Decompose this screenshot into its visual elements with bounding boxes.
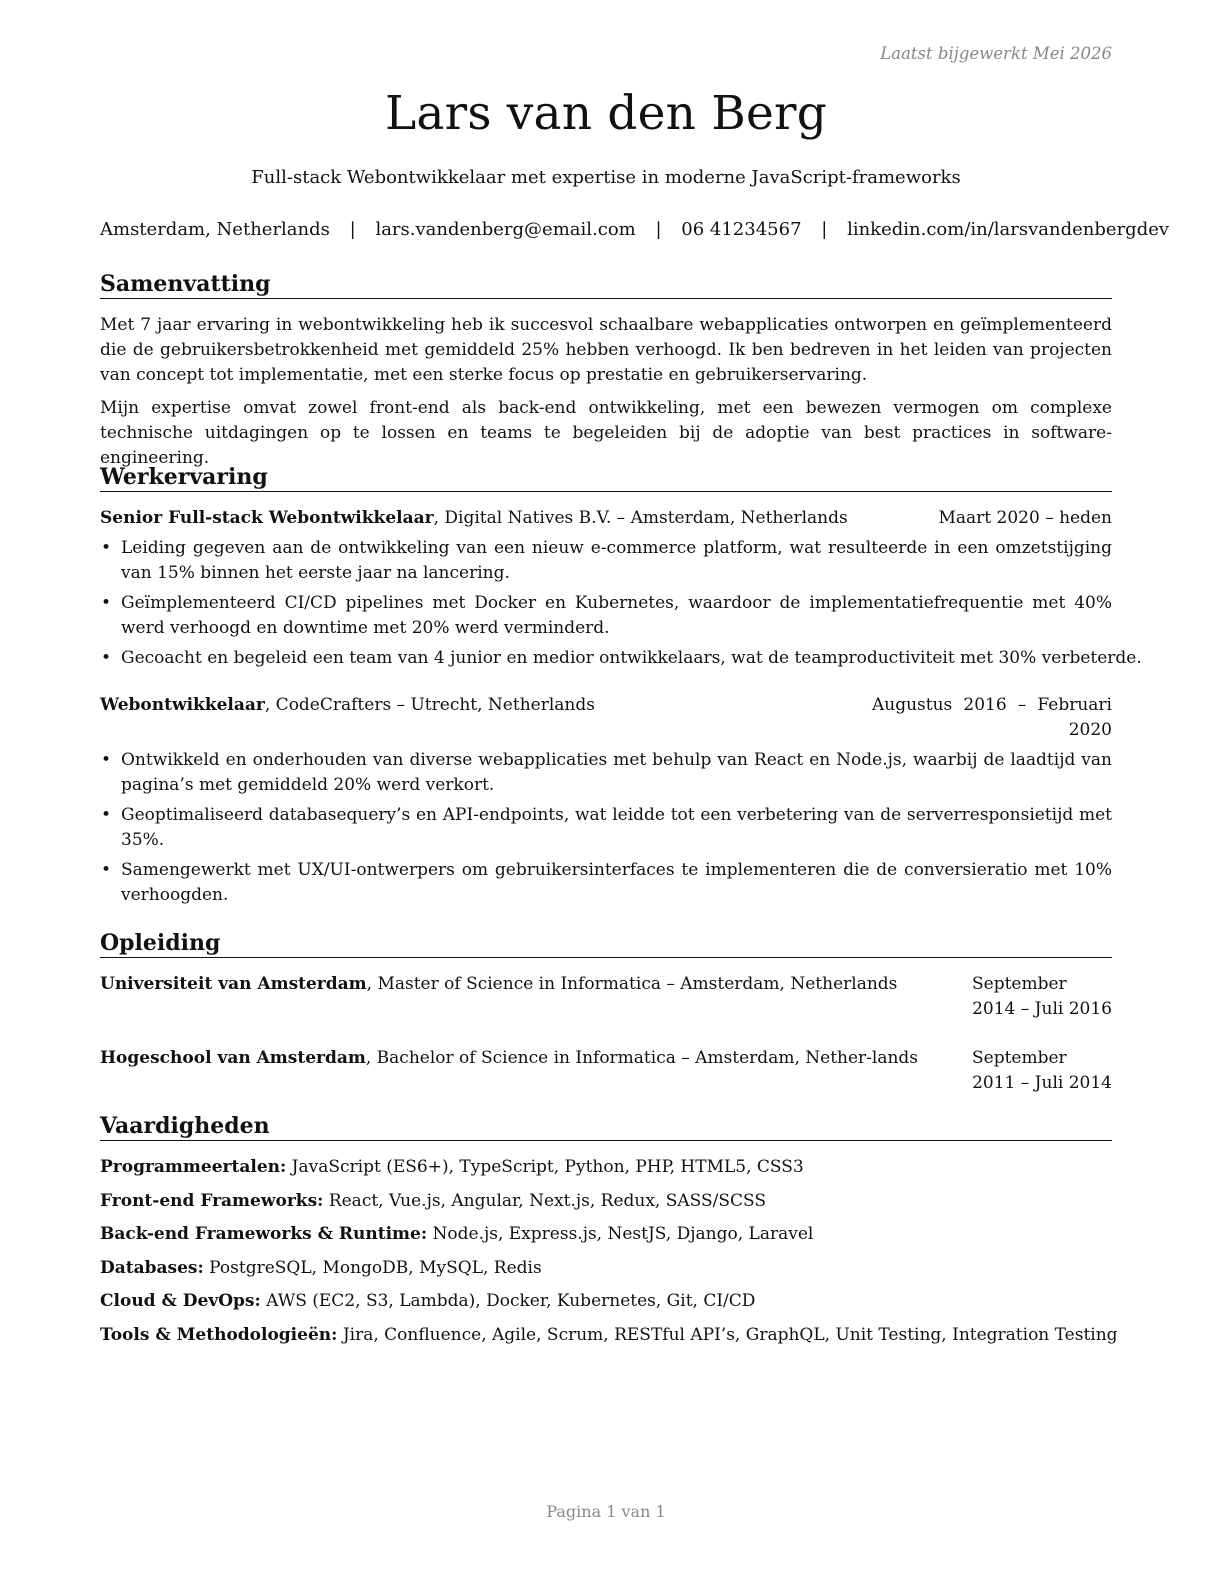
education-section: [100, 929, 1112, 1096]
education-title-line: [100, 1046, 972, 1071]
skill-value: Node.js, Express.js, NestJS, Django, Laravel: [427, 1224, 814, 1244]
job-entry: [100, 693, 1112, 908]
education-school: Hogeschool van Amsterdam: [100, 1048, 366, 1068]
job-bullet: • Geoptimaliseerd databasequery’s en API-endpoints, wat leidde tot een verbetering van de serverresponsietijd met 35%.: [100, 803, 1112, 853]
job-role: Senior Full-stack Webontwikkelaar: [100, 508, 434, 528]
skill-row: [100, 1222, 1112, 1247]
job-org: , Digital Natives B.V. – Amsterdam, Netherlands: [433, 508, 848, 528]
contact-location: Amsterdam, Netherlands: [100, 219, 330, 240]
experience-section: [100, 463, 1142, 913]
job-dates: Augustus 2016 – Februari 2020: [872, 695, 1112, 740]
skill-value: AWS (EC2, S3, Lambda), Docker, Kubernetes, Git, CI/CD: [260, 1291, 756, 1311]
contact-line: [100, 219, 1170, 240]
contact-separator: |: [821, 219, 828, 240]
job-bullets: [100, 748, 1112, 908]
skill-value: React, Vue.js, Angular, Next.js, Redux, SASS/SCSS: [323, 1190, 767, 1211]
education-dates: September 2014 – Juli 2016: [972, 974, 1112, 1019]
education-school: Universiteit van Amsterdam: [100, 974, 367, 994]
skill-label: Back-end Frameworks & Runtime:: [100, 1224, 428, 1244]
skill-label: Databases:: [100, 1257, 204, 1278]
skill-label: Programmeertalen:: [100, 1157, 287, 1177]
job-bullets: [100, 536, 1142, 671]
job-bullet: • Samengewerkt met UX/UI-ontwerpers om gebruikersinterfaces te implementeren die de conversieratio met 10% verhoogden.: [100, 858, 1112, 908]
section-title-summary: Samenvatting: [100, 270, 1112, 299]
skill-value: JavaScript (ES6+), TypeScript, Python, PHP, HTML5, CSS3: [286, 1157, 804, 1177]
contact-linkedin[interactable]: linkedin.com/in/larsvandenbergdev: [847, 219, 1170, 240]
job-entry: [100, 506, 1142, 671]
summary-paragraph: Mijn expertise omvat zowel front-end als back-end ontwikkeling, met een bewezen vermogen om complexe technische uitdagingen op te lossen en teams te begeleiden bij de adoptie van best practices in software-engineering.: [100, 398, 1112, 468]
skill-label: Tools & Methodologieën:: [100, 1324, 338, 1345]
skill-row: [100, 1155, 1112, 1180]
skill-row: [100, 1256, 1112, 1281]
education-detail: , Master of Science in Informatica – Amsterdam, Netherlands: [366, 974, 898, 994]
job-dates: Maart 2020 – heden: [938, 508, 1112, 528]
job-bullet: • Geïmplementeerd CI/CD pipelines met Docker en Kubernetes, waardoor de implementatiefrequentie met 40% werd verhoogd en downtime met 20% werd verminderd.: [100, 591, 1112, 641]
skill-value: PostgreSQL, MongoDB, MySQL, Redis: [203, 1257, 542, 1278]
skill-row: [100, 1323, 1118, 1348]
summary-section: [100, 270, 1112, 471]
job-title-line: [100, 506, 848, 531]
skills-list: [100, 1155, 1118, 1348]
job-bullet: • Leiding gegeven aan de ontwikkeling van een nieuw e-commerce platform, wat resulteerde in een omzetstijging van 15% binnen het eerste jaar na lancering.: [100, 536, 1112, 586]
education-title-line: [100, 972, 972, 997]
job-org: , CodeCrafters – Utrecht, Netherlands: [264, 695, 595, 715]
contact-separator: |: [349, 219, 356, 240]
section-title-skills: Vaardigheden: [100, 1112, 1112, 1141]
skill-row: [100, 1289, 1112, 1314]
job-bullet: • Gecoacht en begeleid een team van 4 junior en medior ontwikkelaars, wat de teamproductiviteit met 30% verbeterde.: [100, 646, 1112, 671]
job-role: Webontwikkelaar: [100, 695, 265, 715]
skill-row: [100, 1189, 1112, 1214]
page-number: Pagina 1 van 1: [546, 1502, 666, 1521]
job-header: [100, 693, 1112, 743]
summary-paragraph: Met 7 jaar ervaring in webontwikkeling heb ik succesvol schaalbare webapplicaties ontworpen en geïmplementeerd die de gebruikersbetrokkenheid met gemiddeld 25% hebben verhoogd. Ik ben bedreven in het leiden van projecten van concept tot implementatie, met een sterke focus op prestatie en gebruikerservaring.: [100, 315, 1112, 385]
skill-label: Front-end Frameworks:: [100, 1190, 324, 1211]
candidate-name: Lars van den Berg: [385, 86, 827, 141]
education-entry: [100, 972, 1112, 1022]
skill-value: Jira, Confluence, Agile, Scrum, RESTful API’s, GraphQL, Unit Testing, Integration Testing: [337, 1324, 1118, 1345]
job-title-line: [100, 693, 595, 718]
skill-label: Cloud & DevOps:: [100, 1291, 261, 1311]
job-bullet: • Ontwikkeld en onderhouden van diverse webapplicaties met behulp van React en Node.js, waarbij de laadtijd van pagina’s met gemiddeld 20% werd verkort.: [100, 748, 1112, 798]
education-entry: [100, 1046, 1112, 1096]
section-title-experience: Werkervaring: [100, 463, 1112, 492]
contact-separator: |: [655, 219, 662, 240]
contact-email[interactable]: lars.vandenberg@email.com: [375, 219, 636, 240]
candidate-tagline: Full-stack Webontwikkelaar met expertise in moderne JavaScript-frameworks: [251, 167, 961, 188]
skills-section: [100, 1112, 1118, 1356]
resume-page: [100, 0, 1170, 1584]
contact-phone[interactable]: 06 41234567: [681, 219, 802, 240]
last-updated-note: Laatst bijgewerkt Mei 2026: [880, 44, 1112, 63]
section-title-education: Opleiding: [100, 929, 1112, 958]
job-header: [100, 506, 1112, 531]
education-dates: September 2011 – Juli 2014: [972, 1048, 1112, 1093]
education-detail: , Bachelor of Science in Informatica – Amsterdam, Nether-lands: [365, 1048, 919, 1068]
